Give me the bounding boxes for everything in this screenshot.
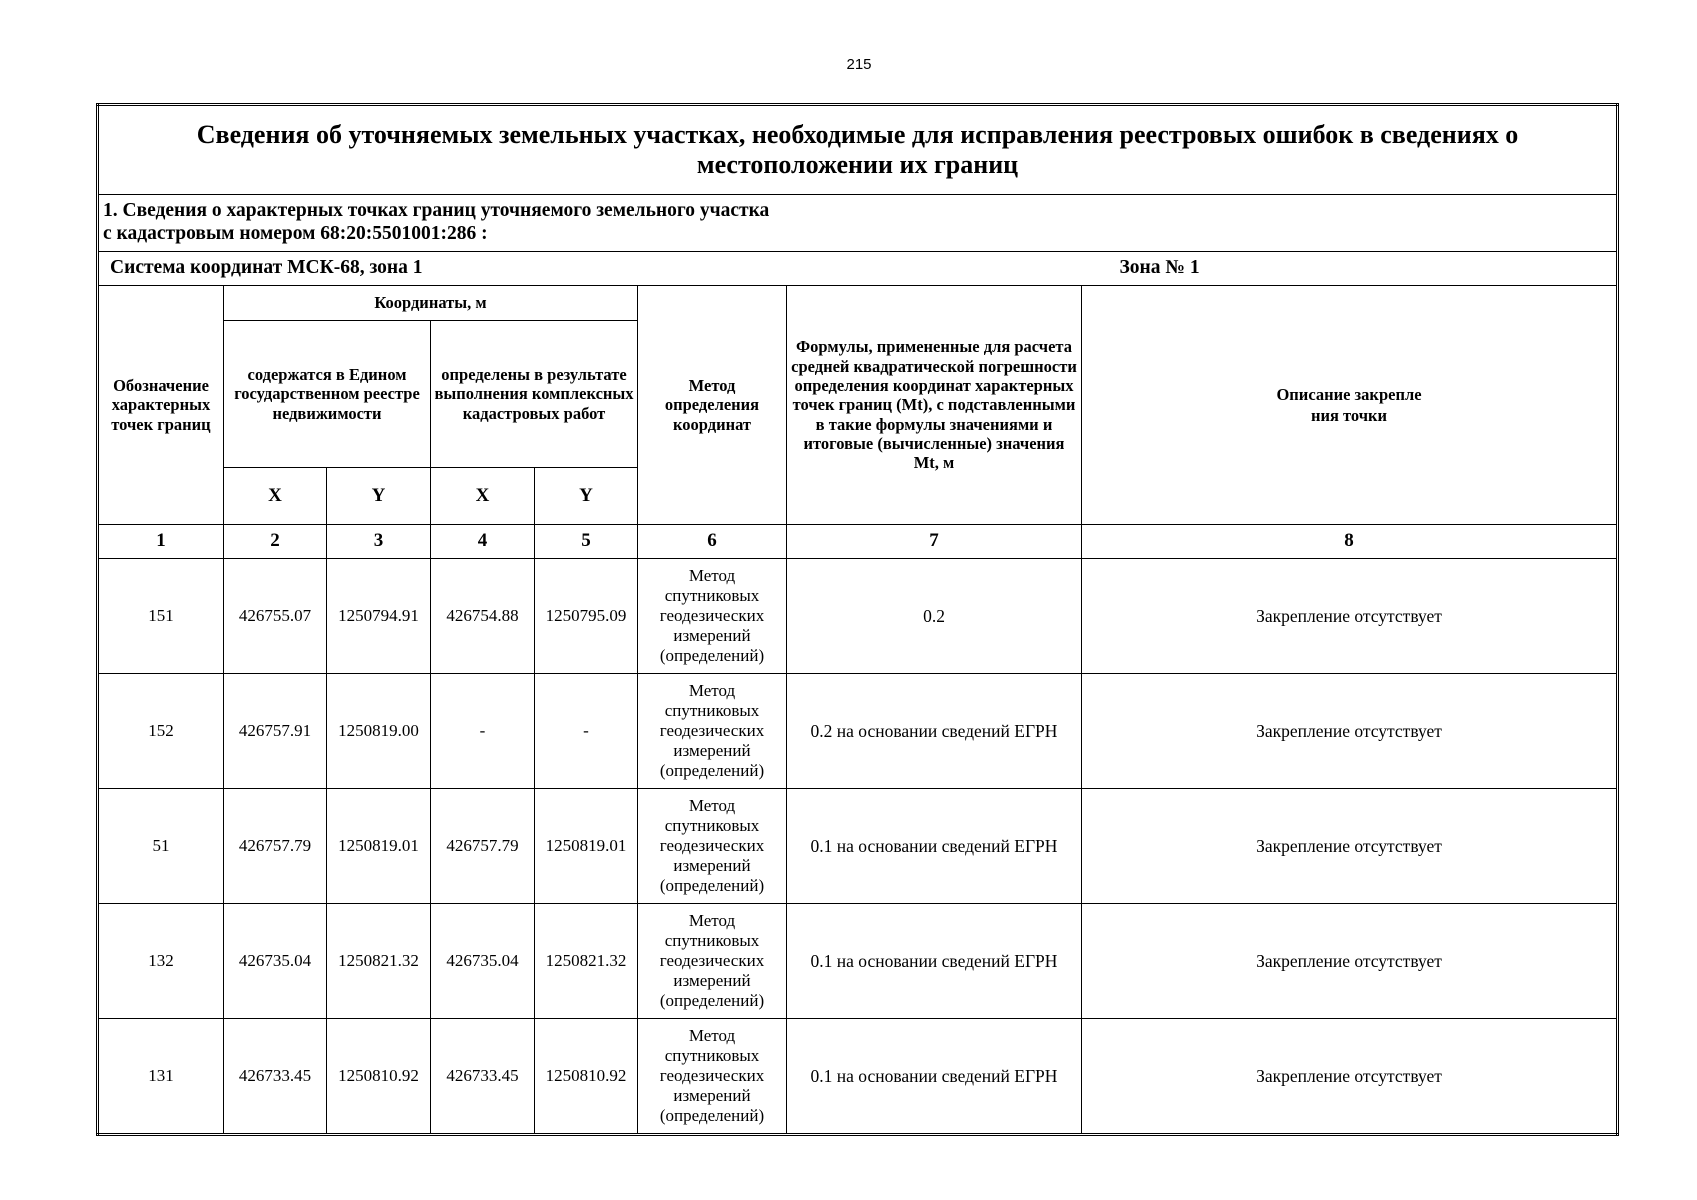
mt-value: 0.2 bbox=[787, 559, 1082, 674]
method: Метод спутниковых геодезических измерений (определений) bbox=[638, 1019, 787, 1135]
table-row bbox=[98, 789, 1618, 904]
column-number-row bbox=[98, 525, 1618, 559]
x-works: 426754.88 bbox=[431, 559, 535, 674]
column-number: 7 bbox=[787, 525, 1082, 559]
method: Метод спутниковых геодезических измерений (определений) bbox=[638, 789, 787, 904]
header-y-works: Y bbox=[535, 468, 638, 525]
column-number: 6 bbox=[638, 525, 787, 559]
header-x-egrn: X bbox=[224, 468, 327, 525]
column-number: 3 bbox=[327, 525, 431, 559]
boundary-points-table bbox=[96, 103, 1619, 1136]
point-designation: 151 bbox=[98, 559, 224, 674]
header-y-egrn: Y bbox=[327, 468, 431, 525]
y-works: 1250795.09 bbox=[535, 559, 638, 674]
fixing-description: Закрепление отсутствует bbox=[1082, 904, 1618, 1019]
y-egrn: 1250819.00 bbox=[327, 674, 431, 789]
mt-value: 0.2 на основании сведений ЕГРН bbox=[787, 674, 1082, 789]
header-description bbox=[1082, 286, 1618, 525]
fixing-description: Закрепление отсутствует bbox=[1082, 674, 1618, 789]
header-description-line-1: Описание закрепле bbox=[1276, 384, 1422, 404]
column-number: 4 bbox=[431, 525, 535, 559]
point-designation: 131 bbox=[98, 1019, 224, 1135]
x-egrn: 426735.04 bbox=[224, 904, 327, 1019]
table-row bbox=[98, 559, 1618, 674]
header-description-line-2: ния точки bbox=[1310, 406, 1388, 425]
y-works: 1250821.32 bbox=[535, 904, 638, 1019]
method: Метод спутниковых геодезических измерений (определений) bbox=[638, 674, 787, 789]
section-row bbox=[98, 195, 1618, 252]
point-designation: 152 bbox=[98, 674, 224, 789]
header-row-1 bbox=[98, 286, 1618, 321]
page-number: 215 bbox=[846, 56, 872, 73]
column-number: 8 bbox=[1082, 525, 1618, 559]
mt-value: 0.1 на основании сведений ЕГРН bbox=[787, 1019, 1082, 1135]
y-egrn: 1250810.92 bbox=[327, 1019, 431, 1135]
y-works: 1250810.92 bbox=[535, 1019, 638, 1135]
title-row bbox=[98, 105, 1618, 195]
y-works: 1250819.01 bbox=[535, 789, 638, 904]
x-egrn: 426757.79 bbox=[224, 789, 327, 904]
coordinate-system-cell bbox=[98, 252, 1618, 286]
zone-label: Зона № 1 bbox=[1119, 257, 1200, 279]
y-egrn: 1250819.01 bbox=[327, 789, 431, 904]
mt-value: 0.1 на основании сведений ЕГРН bbox=[787, 789, 1082, 904]
section-heading bbox=[98, 195, 1618, 252]
document-title-line-2: местоположении их границ bbox=[696, 150, 1019, 179]
x-works: 426733.45 bbox=[431, 1019, 535, 1135]
column-number: 1 bbox=[98, 525, 224, 559]
x-egrn: 426733.45 bbox=[224, 1019, 327, 1135]
method: Метод спутниковых геодезических измерений (определений) bbox=[638, 904, 787, 1019]
point-designation: 132 bbox=[98, 904, 224, 1019]
table-row bbox=[98, 674, 1618, 789]
fixing-description: Закрепление отсутствует bbox=[1082, 789, 1618, 904]
section-heading-line-1: 1. Сведения о характерных точках границ уточняемого земельного участка bbox=[103, 200, 770, 222]
y-egrn: 1250794.91 bbox=[327, 559, 431, 674]
table-row bbox=[98, 904, 1618, 1019]
y-works: - bbox=[535, 674, 638, 789]
point-designation: 51 bbox=[98, 789, 224, 904]
document-title bbox=[98, 105, 1618, 195]
fixing-description: Закрепление отсутствует bbox=[1082, 1019, 1618, 1135]
document-title-line-1: Сведения об уточняемых земельных участках, необходимые для исправления реестровых ошибок в сведениях о bbox=[196, 119, 1519, 149]
header-cadastral-works: определены в результате выполнения комплексных кадастровых работ bbox=[431, 321, 638, 468]
y-egrn: 1250821.32 bbox=[327, 904, 431, 1019]
x-egrn: 426755.07 bbox=[224, 559, 327, 674]
header-egrn: содержатся в Едином государственном реестре недвижимости bbox=[224, 321, 431, 468]
fixing-description: Закрепление отсутствует bbox=[1082, 559, 1618, 674]
header-x-works: X bbox=[431, 468, 535, 525]
x-works: - bbox=[431, 674, 535, 789]
coordinate-system: Система координат МСК-68, зона 1 bbox=[110, 257, 423, 279]
coordinate-system-row bbox=[98, 252, 1618, 286]
x-egrn: 426757.91 bbox=[224, 674, 327, 789]
x-works: 426757.79 bbox=[431, 789, 535, 904]
column-number: 2 bbox=[224, 525, 327, 559]
header-formula: Формулы, примененные для расчета средней квадратической погрешности определения координат характерных точек границ (Mt), с подставленными в такие формулы значениями и итоговые (вычисленные) значения Mt, м bbox=[787, 286, 1082, 525]
header-point-designation: Обозначение характерных точек границ bbox=[98, 286, 224, 525]
header-coordinates: Координаты, м bbox=[224, 286, 638, 321]
column-number: 5 bbox=[535, 525, 638, 559]
method: Метод спутниковых геодезических измерений (определений) bbox=[638, 559, 787, 674]
x-works: 426735.04 bbox=[431, 904, 535, 1019]
section-heading-line-2: с кадастровым номером 68:20:5501001:286 : bbox=[103, 223, 488, 244]
header-method: Метод определения координат bbox=[638, 286, 787, 525]
mt-value: 0.1 на основании сведений ЕГРН bbox=[787, 904, 1082, 1019]
table-row bbox=[98, 1019, 1618, 1135]
